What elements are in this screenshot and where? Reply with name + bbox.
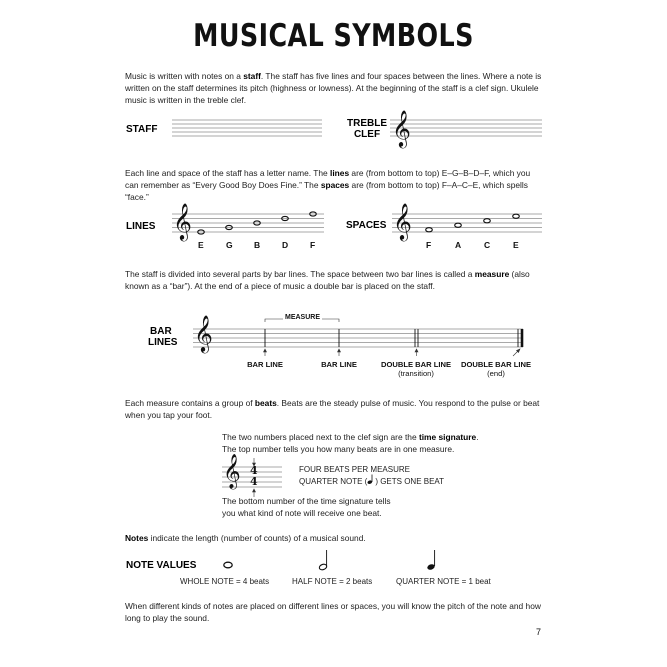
closing-paragraph: When different kinds of notes are placed on different lines or spaces, you will know the pitch of the note and how long to play the sound. <box>125 601 541 623</box>
page-title: MUSICAL SYMBOLS <box>193 18 474 54</box>
line-names-paragraph: Each line and space of the staff has a letter name. The lines are (from bottom to top) E–G–B–D–F, which you can remember as “Every Good Boy Does Fine.” The spaces are (from bottom to top) F–A–C–E, which spells “face.” <box>125 168 531 202</box>
spaces-letter: E <box>513 240 519 250</box>
note-c-space <box>484 219 491 223</box>
measure-label: MEASURE <box>285 314 321 321</box>
double-bar-end-label: DOUBLE BAR LINE (end) <box>460 360 532 378</box>
note-f-space <box>426 228 433 232</box>
bar-line-label: BAR LINE <box>247 360 283 369</box>
spaces-label: SPACES <box>346 220 387 231</box>
beats-paragraph: Each measure contains a group of beats. Beats are the steady pulse of music. You respond to the pulse or beat when you tap your foot. <box>125 398 540 420</box>
note-values-label: NOTE VALUES <box>126 560 197 571</box>
time-signature-top: 4 <box>250 464 258 477</box>
whole-note-value: WHOLE NOTE = 4 beats <box>180 577 270 586</box>
bar-lines-label: BAR LINES <box>148 326 178 348</box>
lines-letter: B <box>254 240 261 250</box>
note-a-space <box>455 223 462 227</box>
spaces-letter: C <box>484 240 491 250</box>
lines-staff <box>172 214 324 234</box>
page-number: 7 <box>536 627 542 637</box>
note-e-space <box>513 214 520 218</box>
half-note-icon <box>318 548 332 572</box>
lines-letter: D <box>282 240 289 250</box>
treble-clef-icon: 𝄞 <box>392 109 411 147</box>
treble-clef-icon: 𝄞 <box>223 454 241 489</box>
treble-clef-icon: 𝄞 <box>393 202 412 240</box>
lines-label: LINES <box>126 221 156 232</box>
quarter-note-icon <box>426 548 440 572</box>
time-signature-text: The two numbers placed next to the clef sign are the time signature. The top number tells you how many beats are in one measure. <box>222 432 479 454</box>
bar-line-label: BAR LINE <box>321 360 357 369</box>
whole-note-icon <box>222 560 234 570</box>
quarter-gets-label: QUARTER NOTE ( ) GETS ONE BEAT <box>299 477 445 486</box>
plain-staff <box>172 120 322 140</box>
four-beats-label: FOUR BEATS PER MEASURE <box>299 465 410 474</box>
double-bar-transition-label: DOUBLE BAR LINE (transition) <box>380 360 452 378</box>
spaces-letter: F <box>426 240 432 250</box>
treble-clef-icon: 𝄞 <box>194 314 213 352</box>
treble-clef-staff <box>390 120 542 140</box>
treble-clef-icon: 𝄞 <box>173 202 192 240</box>
lines-letter: E <box>198 240 204 250</box>
bar-lines-paragraph: The staff is divided into several parts by bar lines. The space between two bar lines is called a measure (also known as a “bar”). At the end of a piece of music a double bar is placed on the staff. <box>125 269 530 291</box>
treble-clef-label: TREBLE CLEF <box>347 118 387 140</box>
half-note-value: HALF NOTE = 2 beats <box>292 577 373 586</box>
time-signature-bottom: 4 <box>250 475 258 488</box>
intro-paragraph: Music is written with notes on a staff. The staff has five lines and four spaces between the lines. Where a note is written on the staff determines its pitch (highness or lowness). At the beginning of the staff is a clef sign. Ukulele music is written in the treble clef. <box>125 71 542 105</box>
lines-letter: F <box>310 240 316 250</box>
spaces-letter: A <box>455 240 462 250</box>
quarter-note-value: QUARTER NOTE = 1 beat <box>396 577 491 586</box>
bottom-number-text: The bottom number of the time signature tells you what kind of note will receive one beat. <box>222 496 391 518</box>
lines-letter: G <box>226 240 233 250</box>
spaces-staff <box>392 214 542 234</box>
quarter-note-icon <box>367 475 375 485</box>
notes-paragraph: Notes indicate the length (number of counts) of a musical sound. <box>125 533 366 543</box>
staff-label: STAFF <box>126 124 158 135</box>
